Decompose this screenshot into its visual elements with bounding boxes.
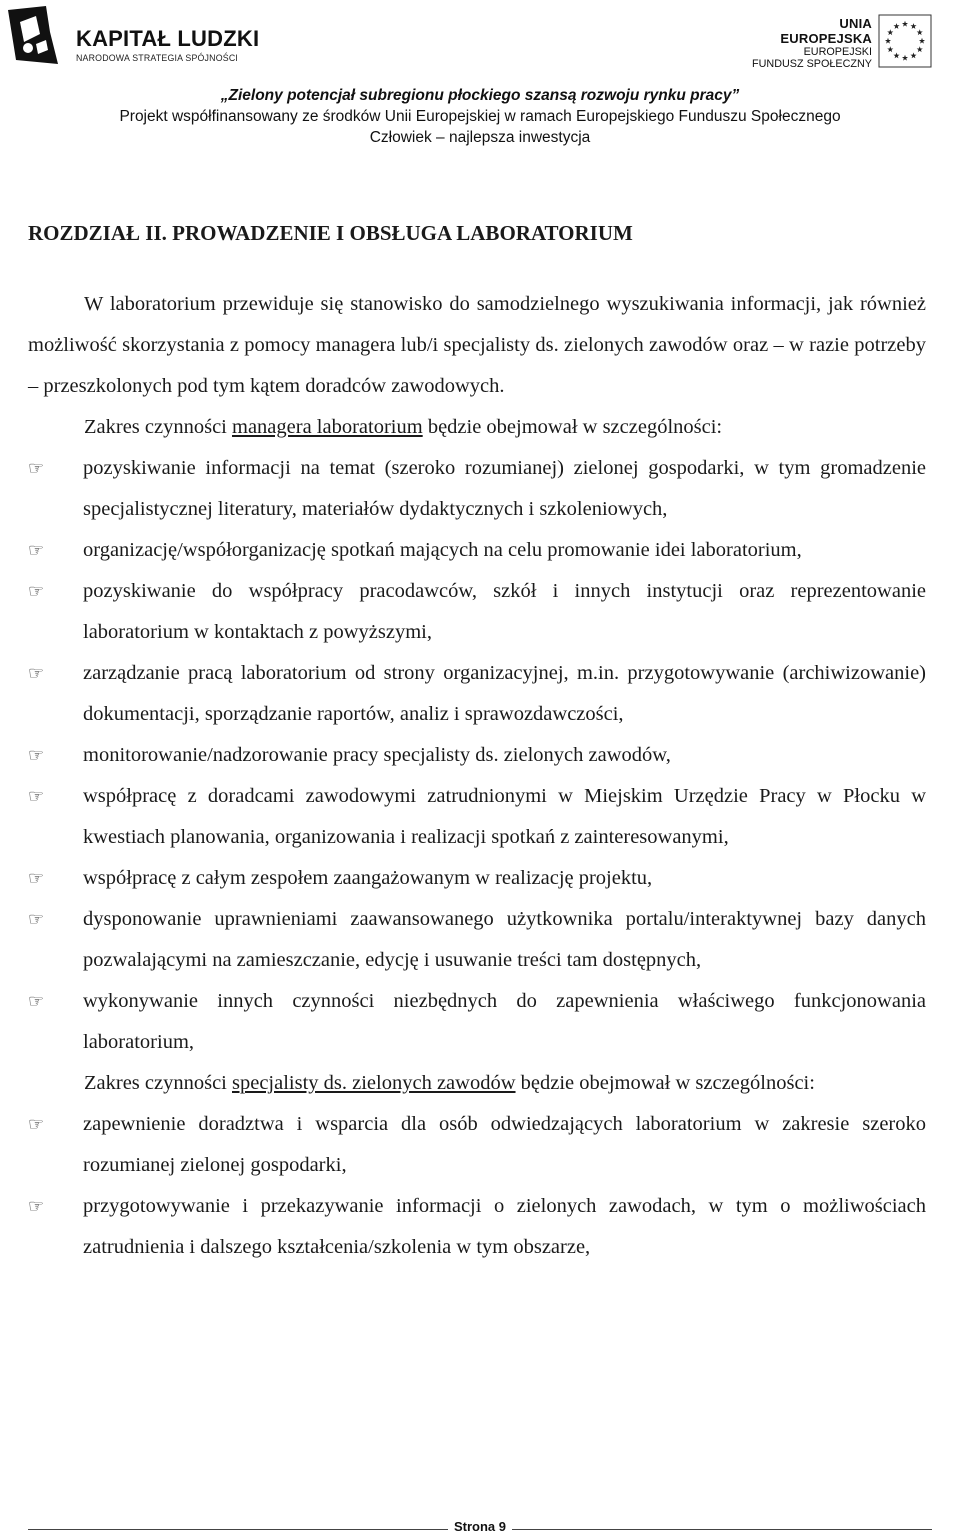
document-body	[28, 213, 926, 1268]
eu-star-icon	[902, 21, 908, 27]
eu-star-icon	[893, 53, 899, 59]
kapital-ludzki-subtitle: NARODOWA STRATEGIA SPÓJNOŚCI	[76, 53, 239, 63]
page-footer	[0, 1519, 960, 1534]
eu-star-icon	[917, 46, 923, 52]
list-item	[28, 735, 926, 776]
kapital-ludzki-flag-icon	[6, 4, 60, 68]
manager-lead	[28, 407, 926, 448]
specialist-lead	[28, 1063, 926, 1104]
list-item	[28, 981, 926, 1063]
specialist-lead-pre: Zakres czynności	[84, 1072, 232, 1094]
eu-star-icon	[917, 29, 923, 35]
intro-paragraph: W laboratorium przewiduje się stanowisko do samodzielnego wyszukiwania informacji, jak również możliwość skorzystania z pomocy managera lub/i specjalisty ds. zielonych zawodów oraz – w razie potrzeby – przeszkolonych pod tym kątem doradców zawodowych.	[28, 293, 926, 397]
hand-pointing-icon: ☞	[28, 540, 45, 561]
eu-star-icon	[910, 53, 916, 59]
chapter-title: ROZDZIAŁ II. PROWADZENIE I OBSŁUGA LABORATORIUM	[28, 221, 633, 245]
list-item	[28, 448, 926, 530]
hand-pointing-icon: ☞	[28, 909, 45, 930]
eu-logo	[752, 14, 932, 68]
list-item-text: współpracę z doradcami zawodowymi zatrudnionymi w Miejskim Urzędzie Pracy w Płocku w kwestiach planowania, organizowania i realizacji spotkań z zainteresowanymi,	[83, 785, 926, 848]
list-item-text: pozyskiwanie do współpracy pracodawców, szkół i innych instytucji oraz reprezentowanie laboratorium w kontaktach z powyższymi,	[83, 580, 926, 643]
eu-star-icon	[887, 29, 893, 35]
list-item	[28, 653, 926, 735]
specialist-duties-list	[28, 1104, 926, 1268]
page-number: Strona 9	[448, 1519, 512, 1534]
list-item-text: organizację/współorganizację spotkań mających na celu promowanie idei laboratorium,	[83, 539, 802, 561]
project-motto: Człowiek – najlepsza inwestycja	[369, 129, 591, 146]
list-item	[28, 571, 926, 653]
hand-pointing-icon: ☞	[28, 458, 45, 479]
eu-logo-text	[752, 16, 872, 70]
list-item	[28, 530, 926, 571]
specialist-lead-post: będzie obejmował w szczególności:	[515, 1072, 815, 1094]
eu-line-1: UNIA EUROPEJSKA	[780, 16, 872, 46]
project-header	[0, 86, 960, 148]
eu-star-icon	[885, 38, 891, 44]
eu-line-3: FUNDUSZ SPOŁECZNY	[752, 58, 872, 70]
eu-line-2: EUROPEJSKI	[803, 46, 872, 58]
list-item-text: zapewnienie doradztwa i wsparcia dla osób odwiedzających laboratorium w zakresie szeroko rozumianej zielonej gospodarki,	[83, 1113, 926, 1176]
hand-pointing-icon: ☞	[28, 663, 45, 684]
hand-pointing-icon: ☞	[28, 1114, 45, 1135]
project-title: „Zielony potencjał subregionu płockiego szansą rozwoju rynku pracy”	[220, 87, 740, 104]
list-item	[28, 1104, 926, 1186]
specialist-lead-underlined: specjalisty ds. zielonych zawodów	[232, 1072, 516, 1094]
list-item-text: monitorowanie/nadzorowanie pracy specjalisty ds. zielonych zawodów,	[83, 744, 671, 766]
list-item	[28, 1186, 926, 1268]
eu-star-icon	[910, 23, 916, 29]
hand-pointing-icon: ☞	[28, 991, 45, 1012]
eu-star-icon	[902, 55, 908, 61]
hand-pointing-icon: ☞	[28, 1196, 45, 1217]
list-item-text: wykonywanie innych czynności niezbędnych do zapewnienia właściwego funkcjonowania laboratorium,	[83, 990, 926, 1053]
manager-lead-underlined: managera laboratorium	[232, 416, 423, 438]
hand-pointing-icon: ☞	[28, 581, 45, 602]
eu-stars-flag-icon	[878, 14, 932, 68]
list-item	[28, 858, 926, 899]
list-item	[28, 899, 926, 981]
eu-star-icon	[893, 23, 899, 29]
list-item	[28, 776, 926, 858]
hand-pointing-icon: ☞	[28, 868, 45, 889]
kapital-ludzki-logo	[6, 4, 266, 68]
manager-duties-list	[28, 448, 926, 1063]
hand-pointing-icon: ☞	[28, 745, 45, 766]
list-item-text: dysponowanie uprawnieniami zaawansowanego użytkownika portalu/interaktywnej bazy danych pozwalającymi na zamieszczanie, edycję i usuwanie treści tam dostępnych,	[83, 908, 926, 971]
cofinancing-note: Projekt współfinansowany ze środków Unii Europejskiej w ramach Europejskiego Funduszu Społecznego	[119, 108, 841, 125]
list-item-text: zarządzanie pracą laboratorium od strony organizacyjnej, m.in. przygotowywanie (archiwizowanie) dokumentacji, sporządzanie raportów, analiz i sprawozdawczości,	[83, 662, 926, 725]
hand-pointing-icon: ☞	[28, 786, 45, 807]
list-item-text: pozyskiwanie informacji na temat (szeroko rozumianej) zielonej gospodarki, w tym gromadzenie specjalistycznej literatury, materiałów dydaktycznych i szkoleniowych,	[83, 457, 926, 520]
kapital-ludzki-name: KAPITAŁ LUDZKI	[76, 26, 260, 51]
list-item-text: przygotowywanie i przekazywanie informacji o zielonych zawodach, w tym o możliwościach zatrudnienia i dalszego kształcenia/szkolenia w tym obszarze,	[83, 1195, 926, 1258]
manager-lead-pre: Zakres czynności	[84, 416, 232, 438]
eu-star-icon	[887, 46, 893, 52]
manager-lead-post: będzie obejmował w szczególności:	[422, 416, 723, 438]
list-item-text: współpracę z całym zespołem zaangażowanym w realizację projektu,	[83, 867, 653, 889]
eu-star-icon	[919, 38, 925, 44]
